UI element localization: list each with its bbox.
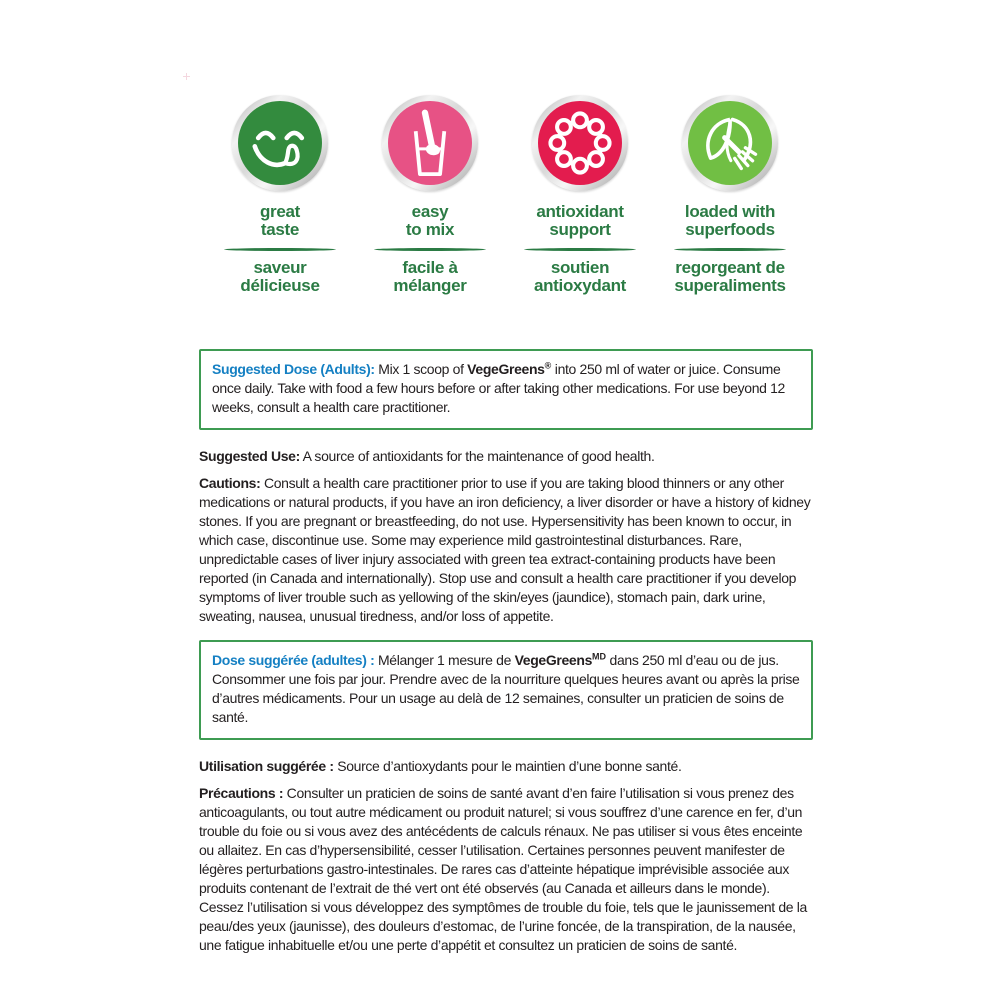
label-divider bbox=[224, 248, 336, 251]
label-divider bbox=[374, 248, 486, 251]
feature-antioxidant-support bbox=[505, 95, 655, 295]
feature-loaded-with-superfoods bbox=[655, 95, 805, 295]
label-divider bbox=[674, 248, 786, 251]
leaf-fork-icon bbox=[688, 101, 772, 185]
feature-label-en: loaded with superfoods bbox=[684, 202, 776, 239]
feature-label-fr: saveur délicieuse bbox=[240, 258, 320, 295]
product-name: VegeGreens bbox=[514, 652, 593, 668]
cautions-heading-fr: Précautions : bbox=[199, 785, 284, 801]
md-trademark-symbol: MD bbox=[592, 651, 607, 662]
taste-badge bbox=[232, 95, 328, 191]
suggested-dose-box-en bbox=[199, 349, 813, 430]
feature-label-fr: facile à mélanger bbox=[393, 258, 467, 295]
features-row bbox=[205, 95, 805, 295]
antioxidant-badge bbox=[532, 95, 628, 191]
feature-great-taste bbox=[205, 95, 355, 295]
suggested-dose-heading-fr: Dose suggérée (adultes) : bbox=[212, 652, 375, 668]
suggested-use-en: Suggested Use: A source of antioxidants for the maintenance of good health. bbox=[199, 448, 655, 464]
suggested-use-fr: Utilisation suggérée : Source d’antioxydants pour le maintien d’une bonne santé. bbox=[199, 758, 682, 774]
label-divider bbox=[524, 248, 636, 251]
smiley-licking-lips-icon bbox=[238, 101, 322, 185]
mix-badge bbox=[382, 95, 478, 191]
suggested-dose-text-fr: Dose suggérée (adultes) : Mélanger 1 mesure de VegeGreens$^{MD}$ dans 250 ml d’eau ou de jus. Consommer une fois par jour. Prendre avec de la nourriture quelques heures avant ou après la prise d’autres médicaments. Pour un usage au delà de 12 semaines, consulter un praticien de soins de santé. bbox=[212, 651, 800, 725]
glass-with-spoon-icon bbox=[388, 101, 472, 185]
suggested-dose-text-en: Suggested Dose (Adults): Mix 1 scoop of VegeGreens® into 250 ml of water or juice. Consume once daily. Take with food a few hours before or after taking other medications. For use beyond 12 weeks, consult a health care practitioner. bbox=[212, 360, 785, 415]
suggested-dose-heading-en: Suggested Dose (Adults): bbox=[212, 361, 375, 377]
product-name: VegeGreens bbox=[467, 361, 545, 377]
registered-trademark-symbol: ® bbox=[544, 360, 552, 371]
feature-easy-to-mix bbox=[355, 95, 505, 295]
feature-label-fr: soutien antioxydant bbox=[533, 258, 627, 295]
cautions-fr: Précautions : Consulter un praticien de soins de santé avant d’en faire l’utilisation si vous prenez des anticoagulants, ou tout autre médicament ou produit naturel; si vous souffrez d’une carence en fer, d’un trouble du foie ou si vous avez des antécédents de calculs rénaux. Ne pas utiliser si vous êtes enceinte ou allaitez. En cas d’hypersensibilité, cesser l’utilisation. Certaines personnes peuvent manifester de légères perturbations gastro-intestinales. De rares cas d’atteinte hépatique imprévisible associée aux produits contenant de l’extrait de thé vert ont été observés (au Canada et ailleurs dans le monde). Cessez l’utilisation si vous développez des symptômes de trouble du foie, tels que le jaunissement de la peau/des yeux (jaunisse), des douleurs d’estomac, de l’urine foncée, de la transpiration, de la nausée, une fatigue inhabituelle et/ou une perte d’appétit et consultez un praticien de soins de santé. bbox=[199, 785, 807, 953]
molecule-ring-icon bbox=[538, 101, 622, 185]
feature-label-fr: regorgeant de superaliments bbox=[674, 258, 786, 295]
superfoods-badge bbox=[682, 95, 778, 191]
suggested-dose-box-fr bbox=[199, 640, 813, 740]
suggested-use-heading-en: Suggested Use: bbox=[199, 448, 300, 464]
suggested-use-heading-fr: Utilisation suggérée : bbox=[199, 758, 334, 774]
feature-label-en: antioxidant support bbox=[536, 202, 624, 239]
cautions-heading-en: Cautions: bbox=[199, 475, 261, 491]
regulatory-text-column bbox=[199, 349, 813, 955]
feature-label-en: great taste bbox=[259, 202, 301, 239]
feature-label-en: easy to mix bbox=[405, 202, 455, 239]
cautions-en: Cautions: Consult a health care practitioner prior to use if you are taking blood thinners or any other medications or natural products, if you have an iron deficiency, a liver disorder or have a history of kidney stones. If you are pregnant or breastfeeding, do not use. Hypersensitivity has been known to occur, in which case, discontinue use. Some may experience mild gastrointestinal disturbances. Rare, unpredictable cases of liver injury associated with green tea extract-containing products have been reported (in Canada and internationally). Stop use and consult a health care practitioner if you develop symptoms of liver trouble such as yellowing of the skin/eyes (jaundice), stomach pain, dark urine, sweating, nausea, unusual tiredness, and/or loss of appetite. bbox=[199, 475, 811, 624]
registration-mark bbox=[183, 73, 190, 80]
